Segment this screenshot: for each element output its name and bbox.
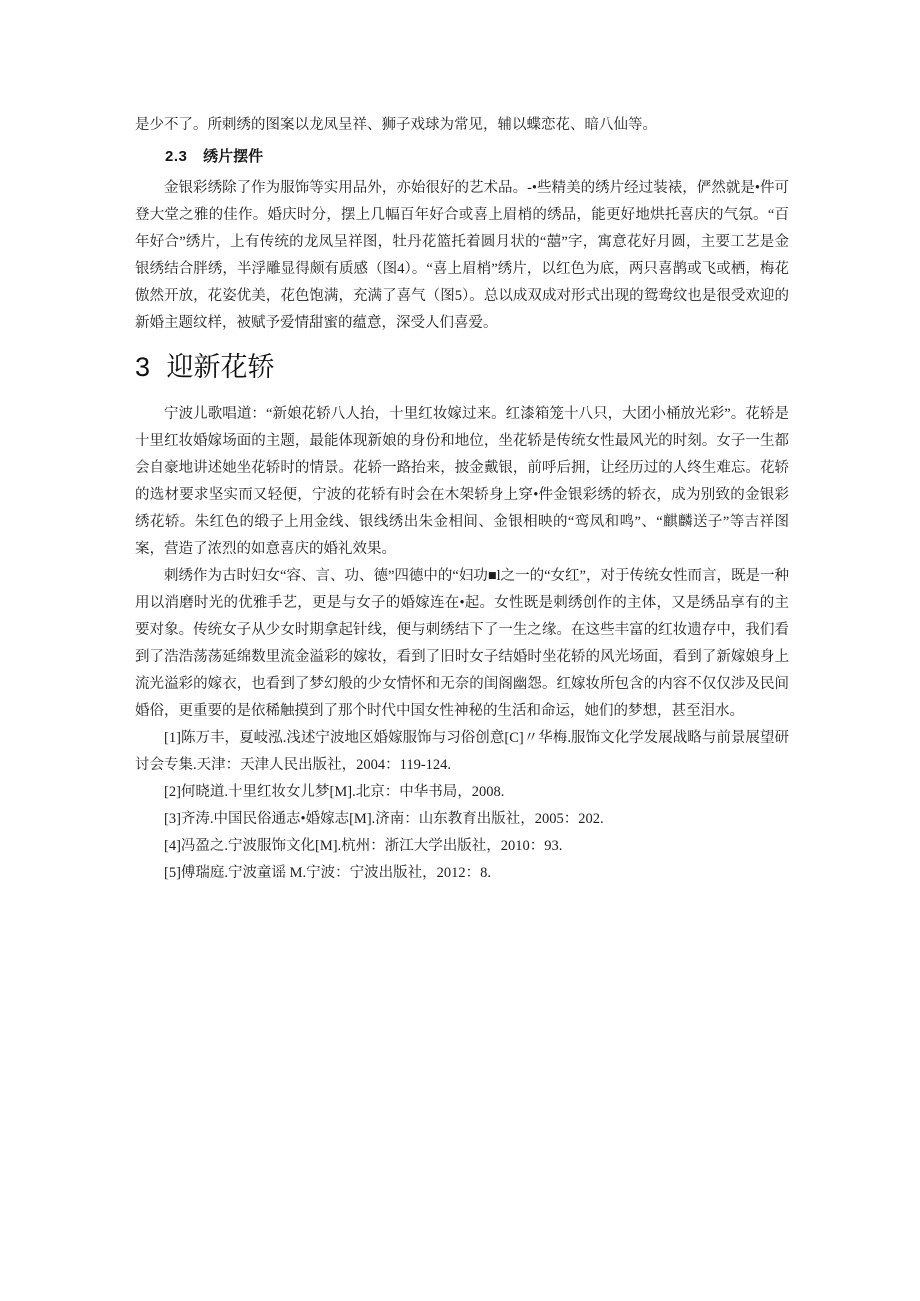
section-3-title: 迎新花轿 bbox=[166, 352, 275, 382]
reference-item: [3]齐涛.中国民俗通志•婚嫁志[M].济南：山东教育出版社，2005：202. bbox=[164, 811, 604, 827]
paragraph-embroidery-women: 刺绣作为古时妇女“容、言、功、德”四德中的“妇功■l之一的“女红”，对于传统女性而言，既是一种用以消磨时光的优雅手艺，更是与女子的婚嫁连在•起。女性既是刺绣创作的主体，又是绣品享有的主要对象。传统女子从少女时期拿起针线，便与刺绣结下了一生之缘。在这些丰富的红妆遗存中，我们看到了浩浩荡荡延绵数里流金溢彩的嫁妆，看到了旧时女子结婚时坐花轿的风光场面，看到了新嫁娘身上流光溢彩的嫁衣，也看到了梦幻般的少女情怀和无奈的闺阁幽怨。红嫁妆所包含的内容不仅仅涉及民间婚俗，更重要的是依稀触摸到了那个时代中国女性神秘的生活和命运，她们的梦想，甚至泪水。 bbox=[135, 568, 789, 719]
section-2-3-number: 2.3 bbox=[165, 148, 188, 165]
paragraph-continuation: 是少不了。所刺绣的图案以龙凤呈祥、狮子戏球为常见，辅以蝶恋花、暗八仙等。 bbox=[135, 117, 657, 133]
reference-item: [2]何晓道.十里红妆女儿梦[M].北京：中华书局，2008. bbox=[164, 784, 505, 800]
document-content bbox=[135, 112, 789, 887]
section-2-3-heading bbox=[135, 142, 789, 172]
references-list bbox=[135, 725, 789, 887]
section-3-heading bbox=[135, 350, 789, 384]
reference-item: [1]陈万丰，夏岐泓.浅述宁波地区婚嫁服饰与习俗创意[C]〃华梅.服饰文化学发展战略与前景展望研讨会专集.天津：天津人民出版社，2004：119-124. bbox=[135, 730, 789, 773]
reference-item: [5]傅瑞庭.宁波童谣 M.宁波：宁波出版社，2012：8. bbox=[164, 865, 492, 881]
paragraph-embroidery-ornaments: 金银彩绣除了作为服饰等实用品外，亦始很好的艺术品。-•些精美的绣片经过装裱，俨然就是•件可登大堂之雅的佳作。婚庆时分，摆上几幅百年好合或喜上眉梢的绣品，能更好地烘托喜庆的气氛。“百年好合”绣片，上有传统的龙凤呈祥图，牡丹花篮托着圆月状的“囍”字，寓意花好月圆，主要工艺是金银绣结合胖绣，半浮雕显得颇有质感（图4）。“喜上眉梢”绣片，以红色为底，两只喜鹊或飞或栖，梅花傲然开放，花姿优美，花色饱满，充满了喜气（图5）。总以成双成对形式出现的鸳鸯纹也是很受欢迎的新婚主题纹样，被赋予爱情甜蜜的蕴意，深受人们喜爱。 bbox=[135, 180, 789, 331]
section-2-3-title: 绣片摆件 bbox=[203, 149, 264, 165]
section-3-number: 3 bbox=[135, 352, 151, 382]
paragraph-sedan-chair: 宁波儿歌唱道：“新娘花轿八人抬，十里红妆嫁过来。红漆箱笼十八只，大团小桶放光彩”。花轿是十里红妆婚嫁场面的主题，最能体现新娘的身份和地位，坐花轿是传统女性最风光的时刻。女子一生都会自豪地讲述她坐花轿时的情景。花轿一路抬来，披金戴银，前呼后拥，让经历过的人终生难忘。花轿的选材要求坚实而又轻便，宁波的花轿有时会在木架轿身上穿•件金银彩绣的轿衣，成为别致的金银彩绣花轿。朱红色的缎子上用金线、银线绣出朱金相间、金银相映的“鸾凤和鸣”、“麒麟送子”等吉祥图案，营造了浓烈的如意喜庆的婚礼效果。 bbox=[135, 406, 789, 557]
reference-item: [4]冯盈之.宁波服饰文化[M].杭州：浙江大学出版社，2010：93. bbox=[164, 838, 563, 854]
